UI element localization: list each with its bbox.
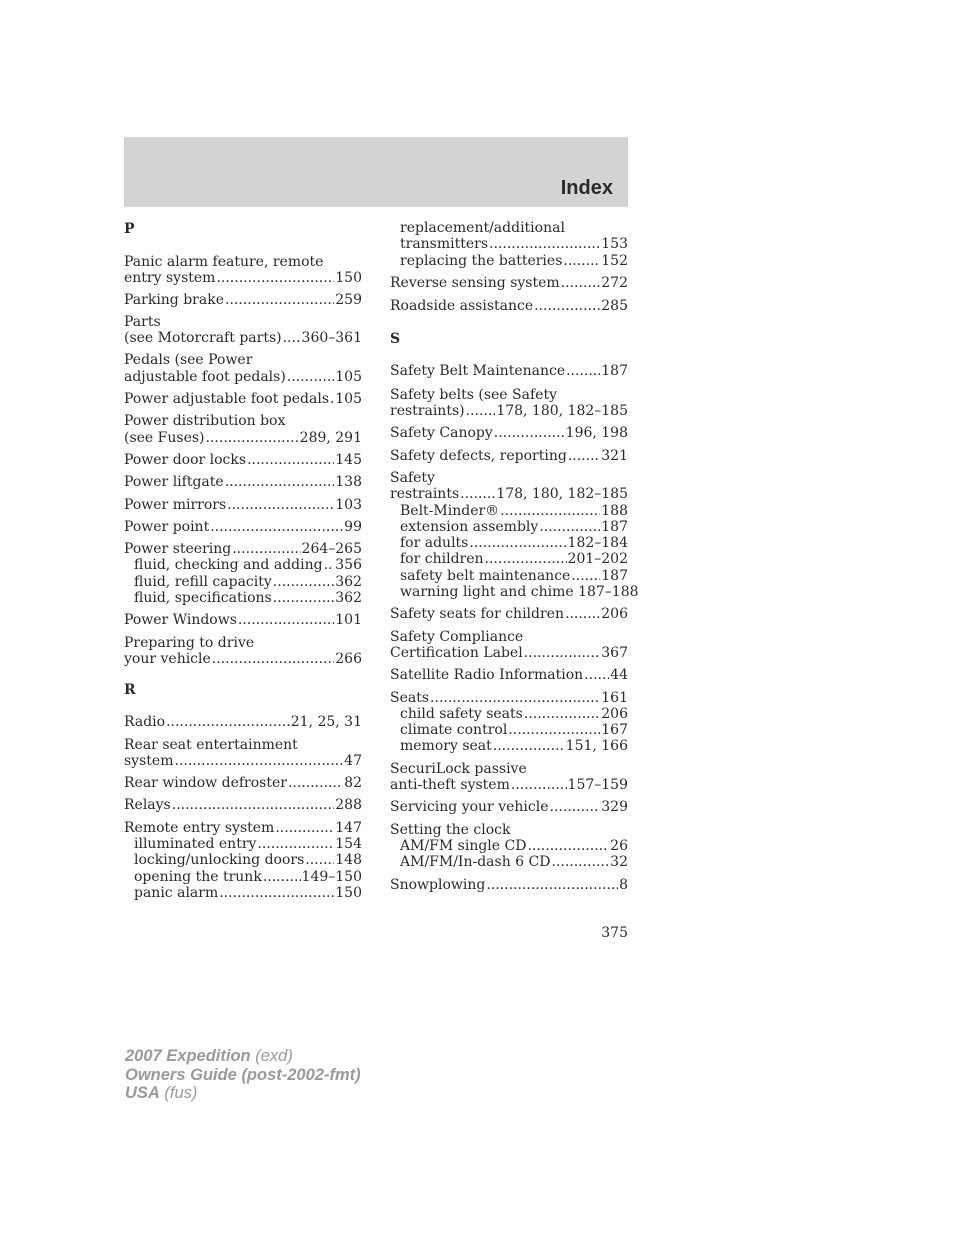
entry-label: Power point xyxy=(124,518,210,535)
dot-leader xyxy=(273,574,335,590)
footer xyxy=(125,1047,361,1103)
entry-page-ref: 360–361 xyxy=(301,330,362,347)
dot-leader xyxy=(172,797,335,813)
dot-leader xyxy=(485,551,567,567)
entry-page-ref: 187 xyxy=(601,567,628,584)
index-entry xyxy=(390,690,628,755)
dot-leader xyxy=(500,503,600,519)
dot-leader xyxy=(539,519,600,535)
entry-label: Rear seat entertainment xyxy=(124,736,298,753)
index-subentry-line xyxy=(124,885,362,901)
entry-label: safety belt maintenance xyxy=(400,567,571,584)
index-subentry-line xyxy=(390,503,628,519)
entry-label: locking/unlocking doors xyxy=(134,852,305,869)
index-entry-line xyxy=(124,474,362,490)
entry-label: restraints) xyxy=(390,403,465,420)
entry-label: AM/FM single CD xyxy=(400,837,527,854)
index-entry-line xyxy=(124,541,362,557)
index-entry-line xyxy=(124,635,362,651)
index-entry-line xyxy=(124,270,362,286)
index-entry-line xyxy=(390,448,628,464)
index-column-right xyxy=(390,220,639,893)
entry-label: replacement/additional xyxy=(400,220,565,236)
entry-label: (see Fuses) xyxy=(124,429,205,446)
index-entry xyxy=(390,275,628,291)
index-entry xyxy=(390,363,628,379)
index-entry xyxy=(390,629,628,662)
entry-page-ref: 285 xyxy=(601,298,628,315)
dot-leader xyxy=(210,519,343,535)
entry-page-ref: 206 xyxy=(601,606,628,623)
entry-page-ref: 149–150 xyxy=(301,868,362,885)
index-subentry-line xyxy=(124,869,362,885)
entry-page-ref: 157–159 xyxy=(567,777,628,794)
dot-leader xyxy=(216,270,334,286)
entry-label: panic alarm xyxy=(134,884,219,901)
entry-label: Radio xyxy=(124,714,166,731)
entry-label: Power door locks xyxy=(124,451,247,468)
index-entry-line xyxy=(124,430,362,446)
footer-line-2: Owners Guide (post-2002-fmt) xyxy=(125,1065,361,1084)
index-entry-line xyxy=(124,352,362,368)
entry-label: system xyxy=(124,752,174,769)
entry-page-ref: 178, 180, 182–185 xyxy=(496,403,628,420)
entry-page-ref: 147 xyxy=(335,819,362,836)
entry-page-ref: 44 xyxy=(610,667,628,684)
page-number: 375 xyxy=(601,925,628,941)
entry-page-ref: 150 xyxy=(335,884,362,901)
entry-label: illuminated entry xyxy=(134,836,257,853)
index-entry xyxy=(390,298,628,314)
page-title: Index xyxy=(560,177,613,199)
index-entry-line xyxy=(124,714,362,730)
entry-label: Parts xyxy=(124,313,161,330)
index-subentry-line xyxy=(124,574,362,590)
dot-leader xyxy=(219,885,334,901)
entry-page-ref: 32 xyxy=(610,854,628,871)
entry-page-ref: 264–265 xyxy=(301,541,362,558)
index-subentry-line xyxy=(124,590,362,606)
dot-leader xyxy=(288,775,343,791)
index-entry-line xyxy=(124,369,362,385)
entry-page-ref: 138 xyxy=(335,474,362,491)
dot-leader xyxy=(287,369,334,385)
index-entry-line xyxy=(390,690,628,706)
dot-leader xyxy=(565,606,600,622)
index-entry xyxy=(124,519,362,535)
entry-label: transmitters xyxy=(400,236,489,253)
entry-page-ref: 101 xyxy=(335,612,362,629)
dot-leader xyxy=(460,486,495,502)
index-entry-line xyxy=(124,413,362,429)
entry-page-ref: 187 xyxy=(601,363,628,380)
index-entry xyxy=(390,387,628,420)
index-subentry-line xyxy=(390,584,639,601)
entry-label: extension assembly xyxy=(400,518,539,535)
entry-page-ref: 188 xyxy=(601,502,628,519)
dot-leader xyxy=(493,738,565,754)
dot-leader xyxy=(227,497,334,513)
dot-leader xyxy=(566,363,600,379)
index-entry xyxy=(390,667,628,683)
dot-leader xyxy=(563,253,600,269)
entry-label: Relays xyxy=(124,797,171,814)
entry-label: Seats xyxy=(390,689,430,706)
dot-leader xyxy=(275,820,334,836)
index-entry-line xyxy=(124,391,362,407)
index-entry xyxy=(124,497,362,513)
entry-page-ref: 321 xyxy=(601,447,628,464)
entry-label: warning light and chime 187–188 xyxy=(400,584,639,601)
entry-page-ref: 152 xyxy=(601,252,628,269)
dot-leader xyxy=(550,799,601,815)
entry-label: Power Windows xyxy=(124,612,237,629)
index-subentry-line xyxy=(390,236,628,252)
dot-leader xyxy=(166,714,290,730)
entry-page-ref: 105 xyxy=(335,368,362,385)
index-entry xyxy=(124,737,362,770)
entry-page-ref: 148 xyxy=(335,852,362,869)
index-entry xyxy=(124,314,362,347)
dot-leader xyxy=(551,854,609,870)
entry-page-ref: 154 xyxy=(335,836,362,853)
index-entry-line xyxy=(124,519,362,535)
index-entry-line xyxy=(124,651,362,667)
entry-label: opening the trunk xyxy=(134,868,262,885)
index-entry-line xyxy=(124,737,362,753)
entry-page-ref: 266 xyxy=(335,650,362,667)
entry-page-ref: 201–202 xyxy=(567,551,628,568)
index-entry-line xyxy=(390,275,628,291)
entry-label: entry system xyxy=(124,270,216,287)
dot-leader xyxy=(524,706,600,722)
entry-label: Power steering xyxy=(124,541,232,558)
entry-label: Belt-Minder® xyxy=(400,502,500,519)
dot-leader xyxy=(571,568,600,584)
entry-page-ref: 196, 198 xyxy=(565,425,628,442)
entry-page-ref: 367 xyxy=(601,644,628,661)
entry-label: Power mirrors xyxy=(124,496,227,513)
entry-page-ref: 288 xyxy=(335,797,362,814)
header-band xyxy=(124,137,628,207)
entry-label: Power adjustable foot pedals xyxy=(124,391,330,408)
entry-label: Preparing to drive xyxy=(124,634,255,651)
dot-leader xyxy=(174,753,343,769)
index-subentry-line xyxy=(390,551,628,567)
index-entry xyxy=(124,541,362,606)
dot-leader xyxy=(469,535,566,551)
dot-leader xyxy=(225,292,334,308)
index-entry-line xyxy=(390,822,628,838)
index-entry xyxy=(390,448,628,464)
dot-leader xyxy=(238,612,334,628)
index-entry-line xyxy=(390,387,628,403)
entry-label: adjustable foot pedals) xyxy=(124,368,286,385)
entry-page-ref: 105 xyxy=(335,391,362,408)
entry-page-ref: 362 xyxy=(335,573,362,590)
index-entry-line xyxy=(124,497,362,513)
entry-page-ref: 167 xyxy=(601,722,628,739)
index-entry xyxy=(124,352,362,385)
footer-line-1: 2007 Expedition (exd) xyxy=(125,1047,293,1065)
index-column-left xyxy=(124,220,362,901)
index-entry xyxy=(124,452,362,468)
entry-page-ref: 26 xyxy=(610,837,628,854)
entry-page-ref: 272 xyxy=(601,274,628,291)
dot-leader xyxy=(283,330,301,346)
entry-label: fluid, specifications xyxy=(134,590,272,607)
footer-line-3: USA (fus) xyxy=(125,1084,198,1102)
entry-page-ref: 182–184 xyxy=(567,535,628,552)
index-entry-line xyxy=(124,612,362,628)
entry-label: Reverse sensing system xyxy=(390,274,560,291)
entry-label: Setting the clock xyxy=(390,821,511,838)
entry-label: child safety seats xyxy=(400,705,523,722)
entry-label: Power distribution box xyxy=(124,413,286,430)
dot-leader xyxy=(511,777,567,793)
index-entry-line xyxy=(390,877,628,893)
entry-page-ref: 161 xyxy=(601,689,628,706)
entry-page-ref: 187 xyxy=(601,518,628,535)
entry-page-ref: 145 xyxy=(335,451,362,468)
index-subentry-line xyxy=(390,738,628,754)
entry-page-ref: 151, 166 xyxy=(565,738,628,755)
entry-page-ref: 356 xyxy=(335,557,362,574)
index-entry xyxy=(124,797,362,813)
index-entry-line xyxy=(124,330,362,346)
index-entry-line xyxy=(390,667,628,683)
entry-page-ref: 206 xyxy=(601,705,628,722)
entry-label: memory seat xyxy=(400,738,492,755)
index-entry xyxy=(124,391,362,407)
index-entry-line xyxy=(124,314,362,330)
dot-leader xyxy=(534,298,600,314)
index-entry-line xyxy=(124,452,362,468)
index-entry-line xyxy=(124,292,362,308)
entry-page-ref: 103 xyxy=(335,496,362,513)
index-entry xyxy=(390,220,628,269)
dot-leader xyxy=(225,474,335,490)
entry-label: Power liftgate xyxy=(124,474,224,491)
entry-label: AM/FM/In-dash 6 CD xyxy=(400,854,551,871)
index-entry xyxy=(124,413,362,446)
dot-leader xyxy=(494,425,565,441)
entry-page-ref: 21, 25, 31 xyxy=(290,714,362,731)
index-entry-line xyxy=(124,753,362,769)
section-letter: R xyxy=(124,682,136,699)
dot-leader xyxy=(584,667,609,683)
index-entry-line xyxy=(390,606,628,622)
entry-label: fluid, checking and adding xyxy=(134,557,323,574)
entry-label: Safety Canopy xyxy=(390,425,493,442)
index-entry xyxy=(124,474,362,490)
index-entry-line xyxy=(390,645,628,661)
index-entry xyxy=(124,254,362,287)
entry-label: Safety Compliance xyxy=(390,628,524,645)
index-entry-line xyxy=(390,486,628,502)
index-subentry-line xyxy=(390,519,628,535)
index-subentry-line xyxy=(390,568,628,584)
index-entry xyxy=(390,822,628,871)
index-entry-line xyxy=(124,820,362,836)
index-entry xyxy=(390,425,628,441)
entry-page-ref: 259 xyxy=(335,291,362,308)
index-entry-line xyxy=(390,470,628,486)
index-entry-line xyxy=(390,425,628,441)
section-letter: P xyxy=(124,221,135,237)
index-subentry-line xyxy=(390,838,628,854)
index-entry xyxy=(390,799,628,815)
entry-label: Snowplowing xyxy=(390,876,486,893)
index-entry-line xyxy=(390,403,628,419)
entry-label: Certification Label xyxy=(390,644,523,661)
entry-page-ref: 178, 180, 182–185 xyxy=(496,486,628,503)
entry-page-ref: 153 xyxy=(601,236,628,253)
entry-page-ref: 362 xyxy=(335,590,362,607)
entry-label: SecuriLock passive xyxy=(390,760,527,777)
entry-label: Parking brake xyxy=(124,291,224,308)
index-subentry-line xyxy=(390,535,628,551)
dot-leader xyxy=(263,869,301,885)
entry-page-ref: 150 xyxy=(335,270,362,287)
index-entry-line xyxy=(390,777,628,793)
entry-label: for children xyxy=(400,551,484,568)
dot-leader xyxy=(273,590,335,606)
index-subentry-line xyxy=(390,706,628,722)
index-entry-line xyxy=(124,254,362,270)
index-entry xyxy=(124,612,362,628)
entry-label: Servicing your vehicle xyxy=(390,799,549,816)
dot-leader xyxy=(430,690,600,706)
dot-leader xyxy=(561,275,601,291)
index-entry-line xyxy=(390,363,628,379)
entry-label: replacing the batteries xyxy=(400,252,563,269)
index-entry-line xyxy=(390,298,628,314)
dot-leader xyxy=(524,645,601,661)
entry-label: your vehicle xyxy=(124,650,211,667)
entry-label: Rear window defroster xyxy=(124,775,287,792)
entry-label: for adults xyxy=(400,535,469,552)
index-entry xyxy=(390,761,628,794)
entry-label: fluid, refill capacity xyxy=(134,573,272,590)
dot-leader xyxy=(247,452,334,468)
entry-label: restraints xyxy=(390,486,460,503)
index-subentry-line xyxy=(390,854,628,870)
dot-leader xyxy=(568,448,600,464)
index-subentry-line xyxy=(124,836,362,852)
dot-leader xyxy=(212,651,334,667)
index-entry xyxy=(390,469,639,601)
index-entry xyxy=(124,820,362,901)
entry-label: (see Motorcraft parts) xyxy=(124,330,282,347)
index-entry xyxy=(390,877,628,893)
index-entry-line xyxy=(390,761,628,777)
entry-label: Safety belts (see Safety xyxy=(390,386,557,403)
section-letter: S xyxy=(390,331,401,348)
entry-page-ref: 329 xyxy=(601,799,628,816)
index-entry xyxy=(124,292,362,308)
index-subentry-line xyxy=(390,253,628,269)
index-entry-line xyxy=(124,775,362,791)
dot-leader xyxy=(324,557,335,573)
dot-leader xyxy=(466,403,496,419)
index-entry-line xyxy=(390,629,628,645)
index-entry xyxy=(124,714,362,730)
entry-label: Safety xyxy=(390,469,435,486)
entry-page-ref: 8 xyxy=(619,876,628,893)
dot-leader xyxy=(527,838,609,854)
index-subentry-line xyxy=(390,220,628,236)
entry-label: Remote entry system xyxy=(124,819,275,836)
entry-label: anti-theft system xyxy=(390,777,510,794)
dot-leader xyxy=(305,852,334,868)
entry-page-ref: 47 xyxy=(344,752,362,769)
entry-label: Safety seats for children xyxy=(390,606,564,623)
entry-label: climate control xyxy=(400,722,508,739)
index-subentry-line xyxy=(124,557,362,573)
index-subentry-line xyxy=(390,722,628,738)
dot-leader xyxy=(508,722,600,738)
index-entry-line xyxy=(390,799,628,815)
entry-page-ref: 82 xyxy=(344,775,362,792)
index-entry-line xyxy=(124,797,362,813)
dot-leader xyxy=(486,877,618,893)
entry-label: Panic alarm feature, remote xyxy=(124,254,324,270)
entry-label: Roadside assistance xyxy=(390,298,534,315)
entry-label: Safety Belt Maintenance xyxy=(390,363,566,380)
index-entry xyxy=(124,775,362,791)
index-entry xyxy=(390,606,628,622)
dot-leader xyxy=(330,391,334,407)
entry-page-ref: 289, 291 xyxy=(299,429,362,446)
entry-page-ref: 99 xyxy=(344,518,362,535)
dot-leader xyxy=(489,236,600,252)
index-subentry-line xyxy=(124,852,362,868)
entry-label: Pedals (see Power xyxy=(124,352,253,369)
dot-leader xyxy=(206,430,299,446)
dot-leader xyxy=(232,541,300,557)
entry-label: Satellite Radio Information xyxy=(390,667,584,684)
entry-label: Safety defects, reporting xyxy=(390,447,567,464)
dot-leader xyxy=(257,836,334,852)
index-entry xyxy=(124,635,362,668)
